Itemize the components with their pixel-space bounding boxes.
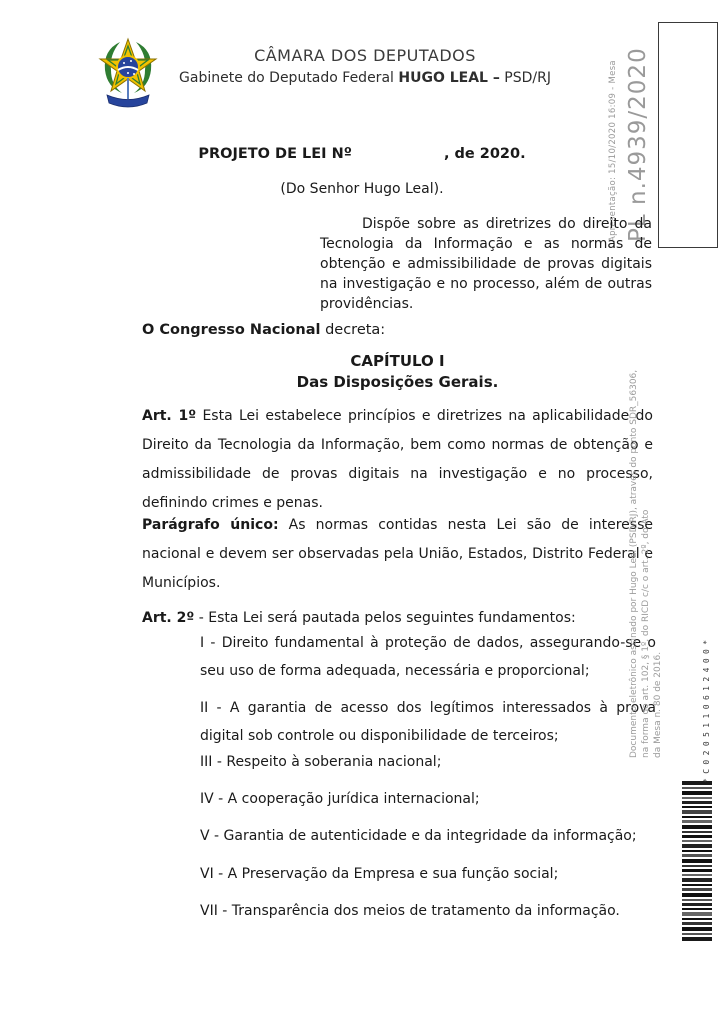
title-right: , de 2020.	[443, 146, 526, 162]
list-item-6: VI - A Preservação da Empresa e sua função social;	[200, 866, 559, 882]
article-2-label: Art. 2º	[142, 610, 195, 626]
list-item-2: II - A garantia de acesso dos legítimos interessados à prova digital sob controle ou disponibilidade de terceiros;	[200, 700, 656, 744]
list-item-1: I - Direito fundamental à proteção de dados, assegurando-se o seu uso de forma adequada, necessária e proporcional;	[200, 635, 656, 679]
article-1	[142, 402, 653, 518]
signature-note	[628, 368, 664, 758]
list-item-7: VII - Transparência dos meios de tratamento da informação.	[200, 903, 620, 919]
barcode	[682, 635, 722, 945]
paragrafo-unico	[142, 511, 653, 598]
paragrafo-unico-label: Parágrafo único:	[142, 517, 279, 533]
decree-line	[142, 322, 653, 338]
chapter-name: Das Disposições Gerais.	[296, 373, 499, 391]
article-1-label: Art. 1º	[142, 408, 197, 424]
office-suffix: PSD/RJ	[499, 70, 551, 86]
bill-number-stamp: PL n.4939/2020	[625, 47, 651, 242]
document-author: (Do Senhor Hugo Leal).	[280, 181, 444, 197]
list-item-3: III - Respeito à soberania nacional;	[200, 754, 442, 770]
ementa-summary: Dispõe sobre as diretrizes do direito da Tecnologia da Informação e as normas de obtenção e admissibilidade de provas digitais na investigação e no processo, além de outras providências.	[320, 216, 652, 312]
article-2-text: - Esta Lei será pautada pelos seguintes fundamentos:	[194, 610, 576, 626]
document-title	[142, 146, 582, 162]
bill-stamp-box	[658, 22, 718, 248]
decree-verb: decreta:	[320, 322, 386, 338]
decree-subject: O Congresso Nacional	[142, 322, 321, 338]
list-item-4: IV - A cooperação jurídica internacional;	[200, 791, 480, 807]
header-office	[130, 70, 600, 86]
signature-note-line2: na forma do art. 102, § 1º, do RICD c/c o art. 2º, do Ato	[641, 509, 651, 758]
signature-note-line1: Documento eletrônico assinado por Hugo Leal (PSD/RJ), através do ponto SDR_56306,	[629, 369, 639, 758]
signature-note-line3: da Mesa n. 80 de 2016.	[653, 651, 663, 758]
bill-stamp	[606, 30, 662, 242]
list-item-5: V - Garantia de autenticidade e da integridade da informação;	[200, 828, 637, 844]
barcode-bars-icon	[682, 781, 712, 943]
deputy-name: HUGO LEAL –	[398, 70, 500, 86]
chapter-number: CAPÍTULO I	[350, 352, 445, 370]
chapter-heading	[142, 351, 653, 393]
header-organization: CÂMARA DOS DEPUTADOS	[254, 46, 476, 65]
article-1-text: Esta Lei estabelece princípios e diretrizes na aplicabilidade do Direito da Tecnologia da Informação, bem como normas de obtenção e admissibilidade de provas digitais na investigação e no processo, definindo crimes e penas.	[142, 408, 653, 511]
title-left: PROJETO DE LEI Nº	[198, 146, 352, 162]
paragrafo-unico-text: As normas contidas nesta Lei são de interesse nacional e devem ser observadas pela União, Estados, Distrito Federal e Municípios.	[142, 517, 653, 591]
office-prefix: Gabinete do Deputado Federal	[179, 70, 399, 86]
presentation-timestamp: Apresentação: 15/10/2020 16:09 - Mesa	[608, 60, 618, 242]
barcode-text: *C0205110612400*	[702, 635, 711, 783]
